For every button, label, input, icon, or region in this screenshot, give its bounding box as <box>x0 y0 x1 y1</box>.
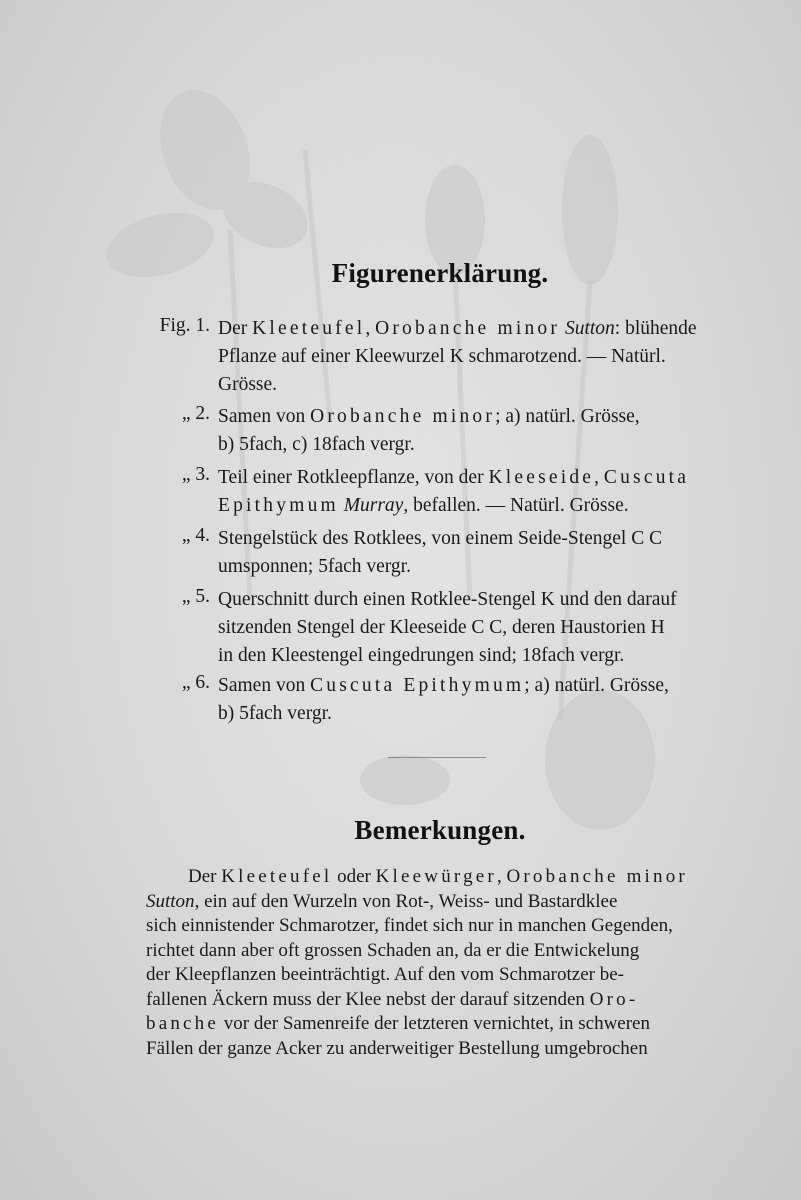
spaced-term: Kleewürger <box>375 866 497 887</box>
section-title-bemerkungen: Bemerkungen. <box>354 815 526 845</box>
text-line <box>218 586 733 614</box>
figure-description <box>218 525 733 581</box>
italic-author: Sutton <box>146 890 195 912</box>
text-line <box>146 890 736 915</box>
text-line <box>218 343 733 371</box>
figure-description <box>218 586 733 670</box>
figure-number: „ 2. <box>181 403 210 424</box>
text-run: b) 5fach vergr. <box>218 703 332 724</box>
spaced-term: Orobanche minor <box>310 406 496 427</box>
text-line <box>218 492 733 520</box>
text-run: richtet dann aber oft grossen Schaden an, da er die Entwickelung <box>146 939 640 961</box>
spaced-term: Oro- <box>589 988 639 1010</box>
text-run: Teil einer Rotkleepflanze, von der <box>218 467 489 488</box>
text-run: b) 5fach, c) 18fach vergr. <box>218 434 415 455</box>
text-run: sich einnistender Schmarotzer, findet sich nur in manchen Gegenden, <box>146 915 673 936</box>
text-line <box>218 431 733 459</box>
spaced-term: Kleeseide <box>488 467 595 488</box>
text-line <box>146 939 736 964</box>
spaced-term: Cuscuta <box>603 467 690 488</box>
text-run: ; a) natürl. Grösse, <box>495 406 640 427</box>
spaced-term: Cuscuta Epithymum <box>310 675 525 696</box>
text-line <box>146 865 736 890</box>
text-line <box>218 403 733 431</box>
text-run: Der <box>188 866 222 887</box>
text-run: , befallen. — Natürl. Grösse. <box>403 495 629 516</box>
text-run: Samen von <box>218 406 311 427</box>
text-run: umsponnen; 5fach vergr. <box>218 556 411 577</box>
text-line <box>218 672 733 700</box>
figure-number: „ 4. <box>181 525 210 546</box>
remarks-paragraph <box>146 865 736 1061</box>
text-run: : blühende <box>614 318 697 339</box>
text-line <box>218 642 733 670</box>
spaced-term: banche <box>146 1013 219 1034</box>
text-line <box>218 464 733 492</box>
italic-author: Sutton <box>564 318 615 339</box>
figure-description <box>218 672 733 728</box>
figure-number: „ 5. <box>181 586 210 607</box>
text-line <box>146 1012 736 1037</box>
spaced-term: Orobanche minor <box>375 318 561 339</box>
text-run: , <box>365 318 376 339</box>
text-line <box>218 525 733 553</box>
figure-number: „ 6. <box>181 672 210 693</box>
text-run: fallenen Äckern muss der Klee nebst der darauf sitzenden <box>146 988 590 1010</box>
text-run: der Kleepflanzen beeinträchtigt. Auf den vom Schmarotzer be- <box>146 964 624 985</box>
text-run: , <box>496 866 507 887</box>
text-run: , ein auf den Wurzeln von Rot-, Weiss- und Bastardklee <box>194 890 618 912</box>
text-run: Samen von <box>218 675 311 696</box>
text-run: Stengelstück des Rotklees, von einem Seide-Stengel C C <box>218 528 663 549</box>
text-line <box>218 553 733 581</box>
spaced-term: Kleeteufel <box>252 318 366 339</box>
spaced-term: Epithymum <box>218 495 339 516</box>
section-title-figurenerklaerung: Figurenerklärung. <box>331 258 549 288</box>
spaced-term: Orobanche minor <box>506 866 688 887</box>
text-line <box>218 315 733 343</box>
figure-description <box>218 464 733 520</box>
text-run: Fällen der ganze Acker zu anderweitiger Bestellung umgebrochen <box>146 1037 648 1059</box>
text-line <box>146 963 736 988</box>
figure-description <box>218 315 733 399</box>
text-line <box>218 371 733 399</box>
text-run: ; a) natürl. Grösse, <box>524 675 669 696</box>
text-run: , <box>594 467 604 488</box>
text-run: in den Kleestengel eingedrungen sind; 18fach vergr. <box>218 645 625 666</box>
figure-number: Fig. 1. <box>159 315 210 336</box>
text-line <box>146 914 736 939</box>
text-run: oder <box>332 866 376 887</box>
text-run: Grösse. <box>218 374 278 395</box>
section-divider <box>388 757 486 758</box>
spaced-term: Kleeteufel <box>221 866 333 887</box>
text-run: Pflanze auf einer Kleewurzel K schmarotzend. — Natürl. <box>218 346 666 367</box>
text-line <box>146 1037 736 1062</box>
text-line <box>146 988 736 1013</box>
text-run: vor der Samenreife der letzteren vernichtet, in schweren <box>219 1013 650 1034</box>
text-run: Der <box>218 318 253 339</box>
figure-number: „ 3. <box>181 464 210 485</box>
text-run: Querschnitt durch einen Rotklee-Stengel K und den darauf <box>218 589 677 610</box>
text-line <box>218 614 733 642</box>
text-line <box>218 700 733 728</box>
text-run: sitzenden Stengel der Kleeseide C C, deren Haustorien H <box>218 617 665 638</box>
italic-author: Murray <box>343 495 404 516</box>
figure-description <box>218 403 733 459</box>
